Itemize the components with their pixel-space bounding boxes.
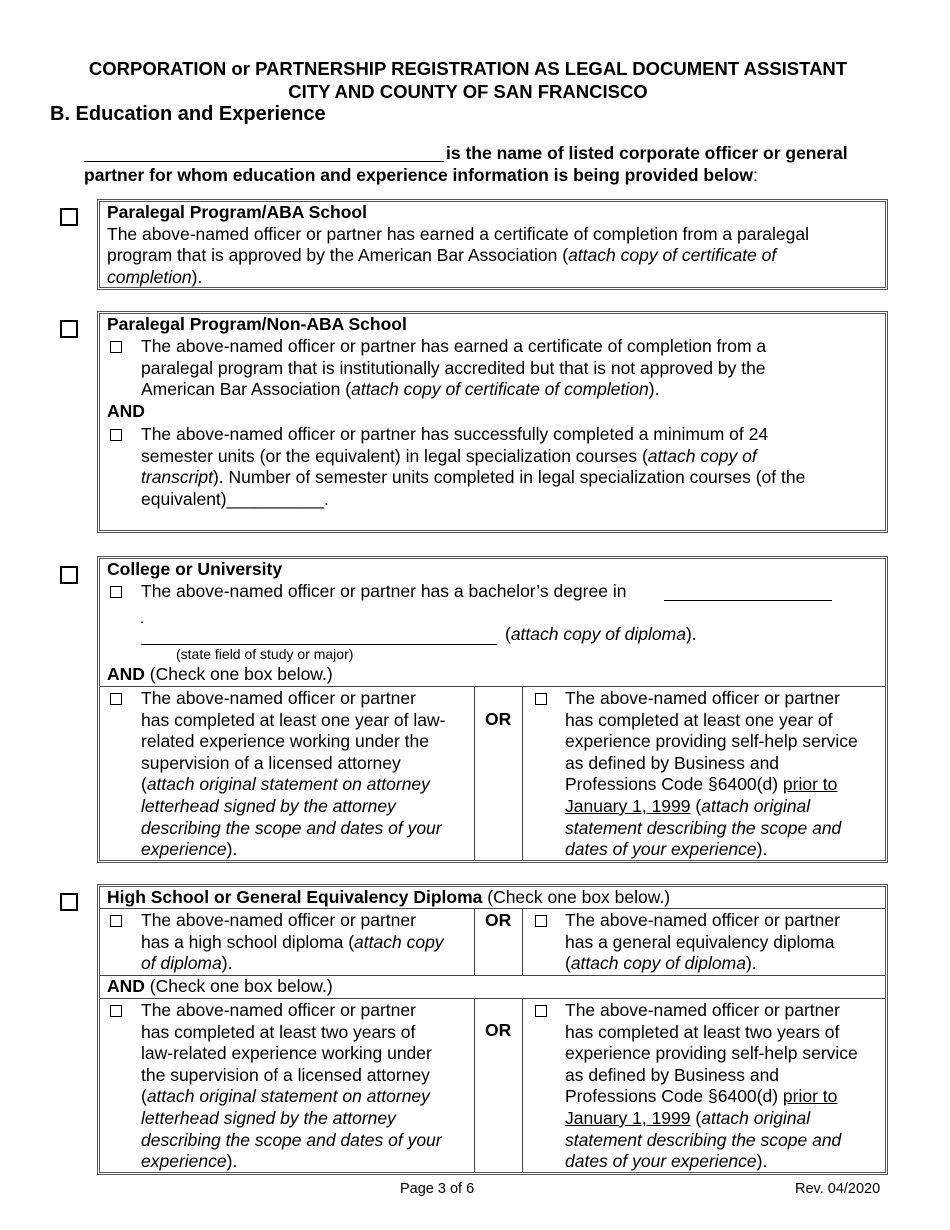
hs-r2-9i: statement describing the scope and [565,1129,842,1150]
self-help-experience-checkbox[interactable] [535,693,547,705]
hs-divider-1 [474,908,475,975]
revision-date: Rev. 04/2020 [795,1181,881,1197]
hs-or-2: OR [485,1020,512,1040]
self-help-experience-text [565,688,883,861]
aba-school-content [107,202,877,288]
c-left-6i: letterhead signed by the attorney [141,795,396,816]
high-school-heading-bold: High School or General Equivalency Diploma [107,887,483,907]
non-aba-school-checkbox[interactable] [60,320,78,338]
hs-r2-10b: ). [756,1151,768,1172]
aba-line-2b: attach copy of certificate of [568,245,777,266]
c-right-6 [565,796,883,818]
c-left-1: has completed at least one year of law- [141,709,446,730]
hs-l2-8b: ). [226,1151,238,1172]
hs-r2-10a: dates of your experience [565,1151,757,1172]
c-right-9i: statement describing the scope and [565,817,842,838]
non-aba-b-line-1: The above-named officer or partner has successfully completed a minimum of 24 [141,424,769,444]
study-field-caption: (state field of study or major) [176,646,354,662]
hs-l1-0: The above-named officer or partner [141,910,416,930]
hs-r1-2a: ( [565,953,571,974]
diploma-note-b: attach copy of diploma [510,624,686,644]
non-aba-b-line-2 [141,446,881,468]
c-right-6b: ( [690,795,702,816]
non-aba-b-line-3a: transcript [141,467,213,488]
non-aba-and: AND [107,401,145,421]
high-school-diploma-text [141,910,471,975]
non-aba-cert-checkbox[interactable] [110,341,122,353]
hs-r2-0: The above-named officer or partner [565,1000,840,1020]
c-right-4b: prior to [782,774,838,795]
aba-line-3b: ). [191,266,203,287]
c-right-10 [565,839,883,861]
c-right-10b: ). [756,839,768,860]
hs-r2-4a: Professions Code §6400(d) [565,1086,783,1107]
non-aba-b-line-4: equivalent)__________. [141,488,329,509]
c-left-4 [141,774,471,796]
hs-r1-0: The above-named officer or partner [565,910,840,930]
aba-line-3a: completion [107,266,192,287]
high-school-checkbox[interactable] [60,893,78,911]
hs-r2-1: has completed at least two years of [565,1021,840,1042]
diploma-note-c: ). [685,624,697,644]
college-divider-2 [522,686,523,860]
hs-r2-4 [565,1086,883,1108]
ged-checkbox[interactable] [535,915,547,927]
hs-r1-2c: ). [745,953,757,974]
hs-and-rest: (Check one box below.) [144,976,333,996]
college-and-bold: AND [107,664,145,684]
degree-field-input[interactable] [664,584,832,601]
c-right-0: The above-named officer or partner [565,688,840,708]
hs-and-bold: AND [107,976,145,996]
hs-divider-4 [522,998,523,1172]
hs-r2-9 [565,1130,883,1152]
non-aba-b-line-2b: attach copy of [647,445,757,466]
diploma-note [505,624,697,646]
college-or: OR [485,709,512,729]
c-right-1: has completed at least one year of [565,709,833,730]
hs-r1-2b: attach copy of diploma [570,953,746,974]
form-subtitle: CITY AND COUNTY OF SAN FRANCISCO [288,81,648,102]
aba-line-1: The above-named officer or partner has earned a certificate of completion from a paralegal [107,223,810,244]
aba-line-2 [107,245,877,267]
intro-colon: : [752,165,758,185]
hs-r2-3: as defined by Business and [565,1064,780,1085]
hs-or-1: OR [485,910,512,930]
hs-table2-top [100,998,885,999]
hs-and-line [107,976,333,998]
c-left-4b: attach original statement on attorney [146,774,430,795]
non-aba-units-text [141,424,881,510]
c-left-4a: ( [141,774,147,795]
hs-l2-2: law-related experience working under [141,1043,432,1064]
c-right-2: experience providing self-help service [565,731,858,752]
high-school-heading [107,887,670,909]
non-aba-b-line-3b: ). Number of semester units completed in legal specialization courses (of the [212,467,806,488]
c-left-2: related experience working under the [141,731,429,752]
hs-l2-3: the supervision of a licensed attorney [141,1064,430,1085]
page-number: Page 3 of 6 [400,1181,475,1197]
hs-divider-3 [474,998,475,1172]
high-school-diploma-checkbox[interactable] [110,915,122,927]
college-and-rest: (Check one box below.) [144,664,333,684]
non-aba-a-line-3b: attach copy of certificate of completion [351,379,649,400]
hs-l2-8a: experience [141,1151,227,1172]
non-aba-a-line-3c: ). [648,379,660,400]
intro-text-1: is the name of listed corporate officer or general [446,143,848,163]
hs-self-help-checkbox[interactable] [535,1005,547,1017]
non-aba-b-line-2a: semester units (or the equivalent) in legal specialization courses ( [141,445,648,466]
c-left-8b: ). [226,839,238,860]
intro-text-2a: partner for whom education and experience information is being provided below [84,165,753,185]
college-checkbox[interactable] [60,566,78,584]
hs-l1-3 [141,953,471,975]
bachelor-degree-text: The above-named officer or partner has a bachelor’s degree in [141,581,627,601]
c-right-4a: Professions Code §6400(d) [565,774,783,795]
college-table-top [100,686,885,687]
hs-r2-6c: attach original [701,1107,811,1128]
non-aba-a-line-1: The above-named officer or partner has earned a certificate of completion from a [141,336,767,356]
hs-l2-8 [141,1151,471,1173]
c-left-8a: experience [141,839,227,860]
officer-name-field[interactable] [84,141,444,162]
non-aba-units-checkbox[interactable] [110,429,122,441]
non-aba-a-line-2: paralegal program that is institutionally accredited but that is not approved by the [141,357,766,378]
non-aba-cert-text [141,336,881,401]
degree-dot: . [140,610,144,626]
c-right-6c: attach original [701,795,811,816]
non-aba-b-line-3 [141,467,881,489]
hs-table-top [100,908,885,909]
c-right-4 [565,774,883,796]
hs-l1-1a: has a high school diploma ( [141,931,355,952]
hs-self-help-text [565,1000,883,1173]
diploma-note-a: ( [505,624,511,644]
hs-divider-2 [522,908,523,975]
c-left-8 [141,839,471,861]
hs-l2-4 [141,1086,471,1108]
non-aba-school-content [107,314,877,336]
c-left-6 [141,796,471,818]
aba-line-2a: program that is approved by the American Bar Association ( [107,245,569,266]
hs-r1-2 [565,953,883,975]
form-title: CORPORATION or PARTNERSHIP REGISTRATION AS LEGAL DOCUMENT ASSISTANT [88,58,848,79]
ged-text [565,910,883,975]
college-divider-1 [474,686,475,860]
hs-l1-1b: attach copy [354,931,444,952]
hs-l1-3a: of diploma [141,953,222,974]
c-right-10a: dates of your experience [565,839,757,860]
hs-r2-4b: prior to [782,1086,838,1107]
law-experience-text [141,688,471,861]
intro-text-2 [84,165,758,186]
section-heading: B. Education and Experience [50,103,326,125]
high-school-heading-rest: (Check one box below.) [482,887,671,907]
hs-l2-7 [141,1130,471,1152]
c-left-7i: describing the scope and dates of your [141,817,442,838]
c-right-9 [565,818,883,840]
hs-l2-1: has completed at least two years of [141,1021,416,1042]
non-aba-a-line-3a: American Bar Association ( [141,379,352,400]
aba-school-checkbox[interactable] [60,208,78,226]
hs-r2-6 [565,1108,883,1130]
bachelor-degree-checkbox[interactable] [110,586,122,598]
hs-law-experience-checkbox[interactable] [110,1005,122,1017]
college-heading: College or University [107,559,283,579]
non-aba-heading: Paralegal Program/Non-ABA School [107,314,407,334]
hs-r2-6a: January 1, 1999 [565,1107,691,1128]
college-and-line [107,664,333,686]
hs-l1-1 [141,932,471,954]
aba-line-3 [107,267,877,289]
non-aba-a-line-3 [141,379,881,401]
hs-r1-1: has a general equivalency diploma [565,931,835,952]
hs-l1-3b: ). [221,953,233,974]
hs-r2-10 [565,1151,883,1173]
hs-l2-6 [141,1108,471,1130]
hs-r2-6b: ( [690,1107,702,1128]
law-experience-checkbox[interactable] [110,693,122,705]
c-right-6a: January 1, 1999 [565,795,691,816]
hs-r2-2: experience providing self-help service [565,1043,858,1064]
hs-l2-7i: describing the scope and dates of your [141,1129,442,1150]
c-left-0: The above-named officer or partner [141,688,416,708]
c-left-3: supervision of a licensed attorney [141,752,401,773]
hs-l2-6i: letterhead signed by the attorney [141,1107,396,1128]
aba-school-heading: Paralegal Program/ABA School [107,202,367,222]
hs-law-experience-text [141,1000,471,1173]
hs-l2-4a: ( [141,1086,147,1107]
study-field-input[interactable] [141,626,497,645]
hs-l2-4b: attach original statement on attorney [146,1086,430,1107]
hs-l2-0: The above-named officer or partner [141,1000,416,1020]
c-right-3: as defined by Business and [565,752,780,773]
c-left-7 [141,818,471,840]
